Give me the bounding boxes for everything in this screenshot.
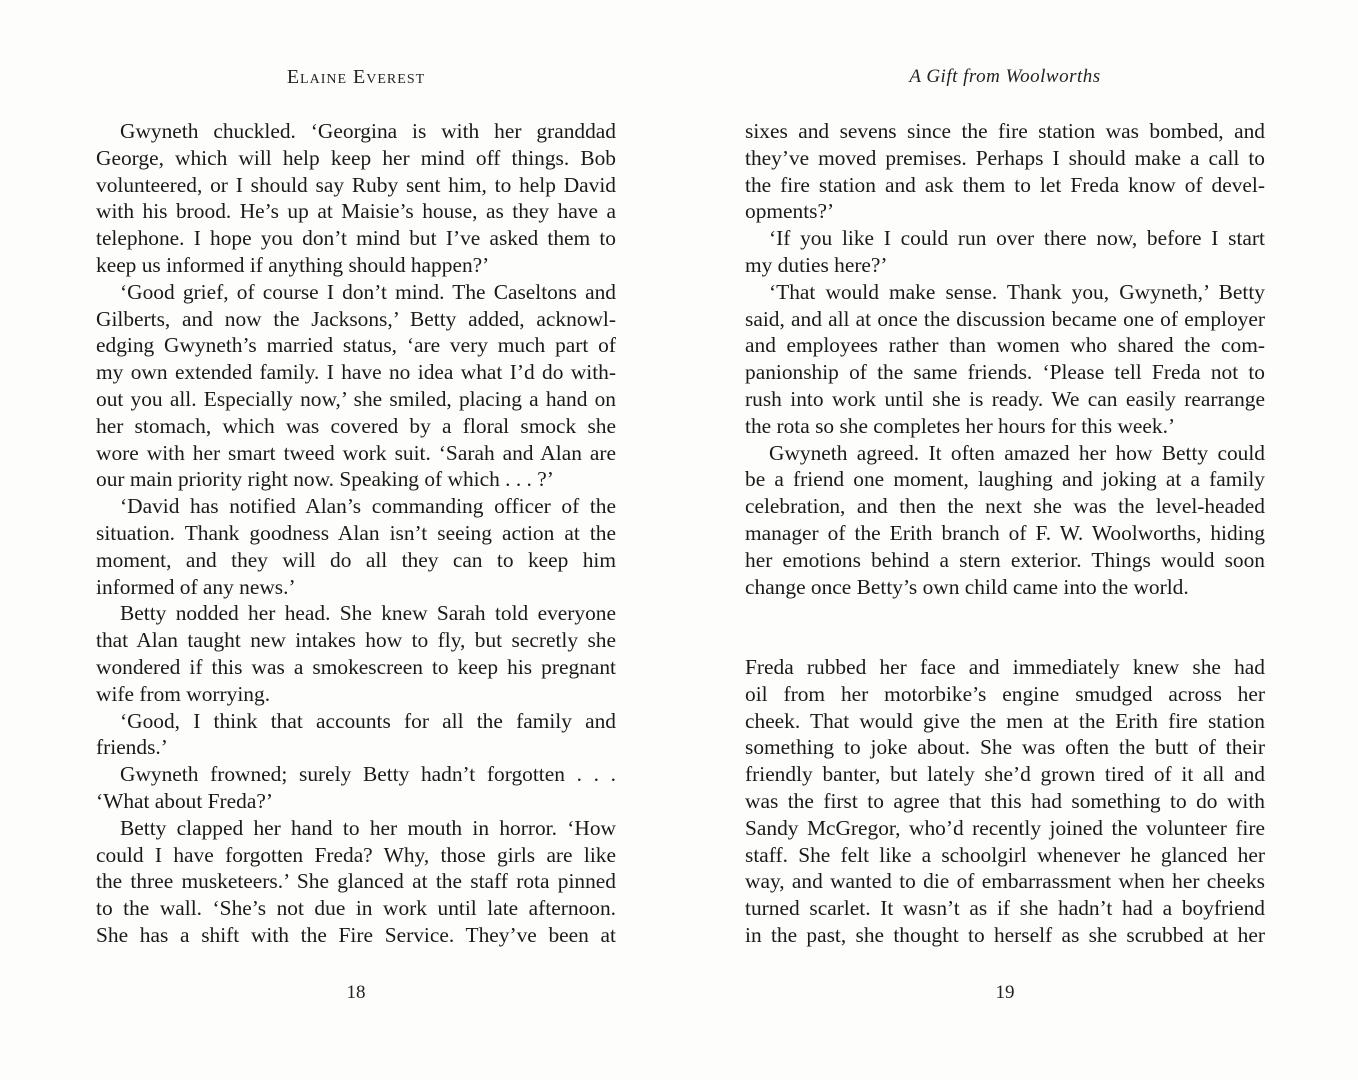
text-line: Freda rubbed her face and immediately knew she had (745, 654, 1265, 679)
text-line: Gwyneth frowned; surely Betty hadn’t forgotten . . . (120, 762, 616, 787)
text-line: situation. Thank goodness Alan isn’t seeing action at the (96, 520, 616, 545)
right-page (745, 0, 1265, 1080)
text-line: opments?’ (745, 199, 835, 224)
section-break (745, 600, 1265, 654)
text-line: George, which will help keep her mind off things. Bob (96, 145, 616, 170)
running-head-author: Elaine Everest (286, 66, 426, 88)
text-line: turned scarlet. It wasn’t as if she hadn’t had a boyfriend (745, 896, 1265, 921)
text-line: panionship of the same friends. ‘Please tell Freda not to (745, 360, 1265, 385)
page-number-left: 18 (346, 982, 366, 1003)
text-line: out you all. Especially now,’ she smiled, placing a hand on (96, 386, 616, 411)
text-line: Gwyneth agreed. It often amazed her how Betty could (769, 440, 1265, 465)
text-line: way, and wanted to die of embarrassment when her cheeks (745, 869, 1265, 894)
page-number-right: 19 (995, 982, 1015, 1003)
running-head-title: A Gift from Woolworths (909, 66, 1101, 87)
text-line: said, and all at once the discussion became one of employer (745, 306, 1265, 331)
text-line: my duties here?’ (745, 252, 888, 277)
text-line: that Alan taught new intakes how to fly, but secretly she (96, 628, 616, 653)
text-line: friendly banter, but lately she’d grown tired of it all and (745, 762, 1265, 787)
right-page-body (745, 118, 1265, 949)
text-line: moment, and they will do all they can to keep him (96, 547, 616, 572)
text-line: informed of any news.’ (96, 574, 296, 599)
text-line: staff. She felt like a schoolgirl whenever he glanced her (745, 842, 1265, 867)
text-line: celebration, and then the next she was the level-headed (745, 494, 1265, 519)
text-line: Betty clapped her hand to her mouth in horror. ‘How (120, 815, 616, 840)
text-line: Sandy McGregor, who’d recently joined the volunteer fire (745, 815, 1265, 840)
text-line: friends.’ (96, 735, 168, 760)
text-line: with his brood. He’s up at Maisie’s house, as they have a (96, 199, 616, 224)
text-line: and employees rather than women who shared the com- (745, 333, 1265, 358)
text-line: could I have forgotten Freda? Why, those girls are like (96, 842, 616, 867)
text-line: Gilberts, and now the Jacksons,’ Betty added, acknowl- (96, 306, 616, 331)
text-line: volunteered, or I should say Ruby sent him, to help David (96, 172, 616, 197)
text-line: Betty nodded her head. She knew Sarah told everyone (120, 601, 616, 626)
text-line: my own extended family. I have no idea what I’d do with- (96, 360, 616, 385)
text-line: be a friend one moment, laughing and joking at a family (745, 467, 1265, 492)
text-line: manager of the Erith branch of F. W. Woolworths, hiding (745, 520, 1265, 545)
text-line: to the wall. ‘She’s not due in work until late afternoon. (96, 896, 616, 921)
text-line: ‘That would make sense. Thank you, Gwyneth,’ Betty (769, 279, 1265, 304)
text-line: telephone. I hope you don’t mind but I’ve asked them to (96, 226, 616, 251)
text-line: Gwyneth chuckled. ‘Georgina is with her granddad (120, 119, 616, 143)
text-line: was the first to agree that this had something to do with (745, 788, 1265, 813)
text-line: her emotions behind a stern exterior. Things would soon (745, 547, 1265, 572)
text-line: cheek. That would give the men at the Erith fire station (745, 708, 1265, 733)
text-line: ‘Good grief, of course I don’t mind. The Caseltons and (120, 279, 616, 304)
text-line: oil from her motorbike’s engine smudged across her (745, 681, 1265, 706)
text-line: ‘Good, I think that accounts for all the family and (120, 708, 616, 733)
text-line: sixes and sevens since the fire station was bombed, and (745, 119, 1265, 143)
text-line: wife from worrying. (96, 681, 271, 706)
left-page (96, 0, 616, 1080)
left-page-body (96, 118, 616, 949)
text-line: ‘What about Freda?’ (96, 788, 273, 813)
text-line: edging Gwyneth’s married status, ‘are very much part of (96, 333, 616, 358)
text-line: wondered if this was a smokescreen to keep his pregnant (96, 654, 616, 679)
text-line: ‘David has notified Alan’s commanding officer of the (120, 494, 616, 519)
text-line: rush into work until she is ready. We can easily rearrange (745, 386, 1265, 411)
text-line: her stomach, which was covered by a floral smock she (96, 413, 616, 438)
text-line: the fire station and ask them to let Freda know of devel- (745, 172, 1265, 197)
text-line: ‘If you like I could run over there now, before I start (769, 226, 1265, 251)
text-line: change once Betty’s own child came into the world. (745, 574, 1189, 599)
text-line: She has a shift with the Fire Service. They’ve been at (96, 922, 616, 947)
text-line: they’ve moved premises. Perhaps I should make a call to (745, 145, 1265, 170)
text-line: the three musketeers.’ She glanced at the staff rota pinned (96, 869, 616, 894)
text-line: our main priority right now. Speaking of which . . . ?’ (96, 467, 554, 492)
text-line: the rota so she completes her hours for this week.’ (745, 413, 1176, 438)
text-line: wore with her smart tweed work suit. ‘Sarah and Alan are (96, 440, 616, 465)
text-line: keep us informed if anything should happen?’ (96, 252, 490, 277)
text-line: in the past, she thought to herself as she scrubbed at her (745, 922, 1265, 947)
text-line: something to joke about. She was often the butt of their (745, 735, 1265, 760)
